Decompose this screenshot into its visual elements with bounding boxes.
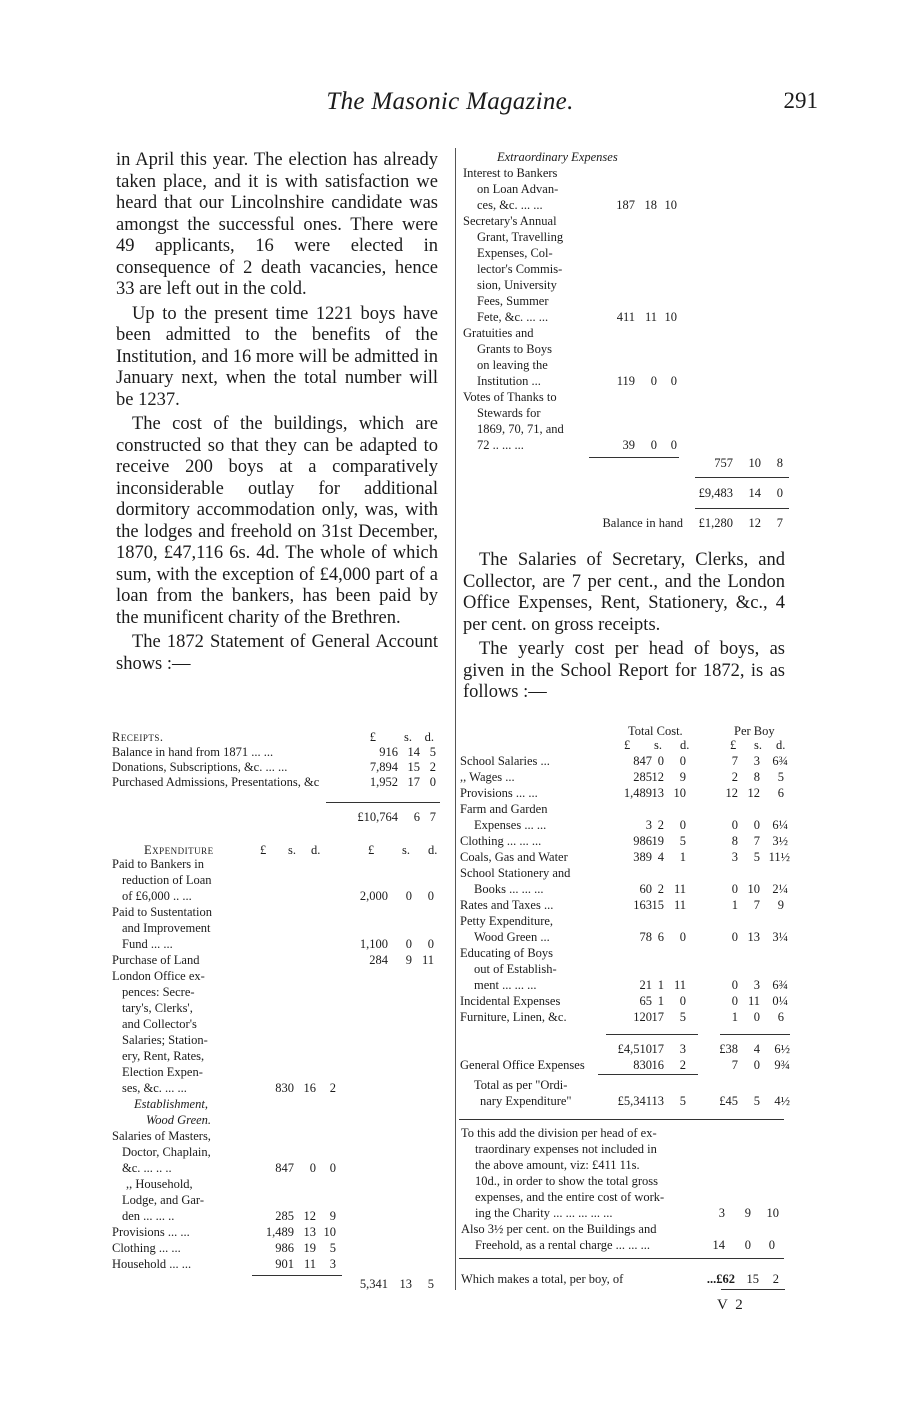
extraordinary-note: To this add the division per head of ex- traordinary expenses not included in the above amount, viz: £411 11s. 10d., in order to show the total gross expenses, and the entire cost of work- ing the Charity ... ... ... ... ... Also 3½ per cent. on the Buildings and Freehold, as a rental charge ... ... ... 3 9 10 14 0 0 Which makes a total, per boy, of ...£62 15 2: [459, 1126, 789, 1306]
cost-per-head-table: Total Cost. Per Boy £ s. d. £ s. d. School Salaries ... ,, Wages ... Provisions ... ... Farm and Garden Expenses ... ... Clothing ... ... ... Coals, Gas and Water School Stationery and Books ... ... ... Rates and Taxes ... Petty Expenditure, Wood Green ... Educating of Boys out of Establish- ment ... ... ... Incidental Expenses Furniture, Linen, &c. 847 0 0 7 3 6¾ 285 12 9 2 8 5 1,489 13 10 12 12 6 3 2 0 0 0 6¼ 986 19 5 8 7 3½ 389 4 1 3 5 11½ 60 2 11 0 10 2¼ 163 15 11 1 7 9 78 6 0 0 13 3¼ 21 1 11 0 3 6¾ 65 1 0 0 11 0¼ 120 17 5 1 0 6 £4,510 17 3 £38 4 6½ General Office Expenses 830 16 2 7 0 9¾ Total as per "Ordi- nary Expenditure" £5,341 13 5 £45 5 4½: [460, 724, 790, 1108]
receipts-total: £10,764: [357, 810, 398, 824]
running-header: The Masonic Magazine.: [326, 88, 574, 115]
note-rule: [459, 1119, 784, 1120]
paragraph-salaries: The Salaries of Secretary, Clerks, and Collector, are 7 per cent., and the London Office Expenses, Rent, Stationery, &c., 4 per cent. on gross receipts.: [463, 550, 785, 635]
expenditure-rule: [252, 1275, 342, 1276]
header-per-boy: Per Boy: [734, 724, 775, 738]
left-text-column: [116, 150, 438, 678]
receipts-heading: Receipts.: [112, 730, 164, 744]
ordinary-per-boy: £45: [719, 1094, 738, 1108]
expenditure-table: Expenditure £ s. d. £ s. d. Paid to Bankers in reduction of Loan of £6,000 .. ... Paid to Sustentation and Improvement Fund ... ... Purchase of Land London Office ex- pences: Secre- tary's, Clerks', and Collector's Salaries; Station- ery, Rent, Rates, Election Expen- ses, &c. ... ... Establishment, Wood Green. Salaries of Masters, Doctor, Chaplain, &c. ... .. .. ,, Household, Lodge, and Gar- den ... ... .. Provisions ... ... Clothing ... ... Household ... ... 2,000 0 0 1,100 0 0 284 9 11 830 16 2 847 0 0 285 12 9 1,489 13 10 986 19 5 901 11 3 5,341 13 5: [112, 843, 438, 1291]
sum-per-boy: £38: [719, 1042, 738, 1056]
paragraph-statement: The 1872 Statement of General Account shows :—: [116, 632, 438, 674]
extraordinary-expenses: Extraordinary Expenses Interest to Bankers on Loan Advan- ces, &c. ... ... Secretary's Annual Grant, Travelling Expenses, Col- lector's Commis- sion, University Fees, Summer Fete, &c. ... ... Gratuities and Grants to Boys on leaving the Institution ... Votes of Thanks to Stewards for 1869, 70, 71, and 72 .. ... ... 187 18 10 411 11 10 119 0 0 39 0 0 757 10 8 £9,483 14 0 Balance in hand £1,280 12 7: [463, 150, 789, 540]
paragraph-yearly-cost: The yearly cost per head of boys, as given in the School Report for 1872, is as follows :—: [463, 639, 785, 702]
ordinary-total-cost: £5,341: [617, 1094, 652, 1108]
page-number: 291: [783, 88, 818, 113]
paragraph-election: in April this year. The election has already taken place, and it is with satisfaction we heard that our Lincolnshire candidate was amongst the successful ones. There were 49 applicants, 16 were elected in consequence of 2 death vacancies, hence 33 are left out in the cold.: [116, 150, 438, 299]
right-text-column: [463, 550, 785, 707]
balance-label: Balance in hand: [602, 516, 683, 530]
extraordinary-heading: Extraordinary Expenses: [497, 150, 618, 164]
column-divider: [455, 148, 456, 1290]
final-total-per-boy: ...£62: [706, 1272, 735, 1286]
total-expenditure: £9,483: [698, 486, 733, 500]
header-total-cost: Total Cost.: [628, 724, 683, 738]
receipt-label: Purchased Admissions, Presentations, &c: [112, 775, 320, 789]
paragraph-buildings: The cost of the buildings, which are constructed so that they can be adapted to receive 200 boys at a comparatively inconsiderable outlay for additional dormitory accommodation only, was, with the lodges and freehold on 31st December, 1870, £47,116 6s. 4d. The whole of which sum, with the exception of £4,000 part of a loan from the bankers, has been paid by the munificent charity of the Brethren.: [116, 414, 438, 628]
receipt-label: Balance in hand from 1871 ... ...: [112, 745, 274, 759]
paragraph-admissions: Up to the present time 1221 boys have been admitted to the benefits of the Institution, and 16 more will be admitted in January next, when the total number will be 1237.: [116, 303, 438, 410]
receipts-rule: [326, 802, 440, 803]
expenditure-subtotal: 5,341: [359, 1277, 388, 1291]
receipts-table: Receipts. £ s. d. Balance in hand from 1871 ... ... 916 14 5 Donations, Subscriptions, &c. ... ... 7,894 15 2 Purchased Admissions, Presentations, &c 1,952 17 0 £10,764 6 7: [112, 730, 440, 840]
sum-total-cost: £4,510: [617, 1042, 652, 1056]
receipt-label: Donations, Subscriptions, &c. ... ...: [112, 760, 288, 774]
final-total-label: Which makes a total, per boy, of: [461, 1272, 624, 1286]
signature-mark: V 2: [717, 1297, 745, 1313]
balance-in-hand: £1,280: [698, 516, 733, 530]
expenditure-heading: Expenditure: [144, 843, 214, 857]
